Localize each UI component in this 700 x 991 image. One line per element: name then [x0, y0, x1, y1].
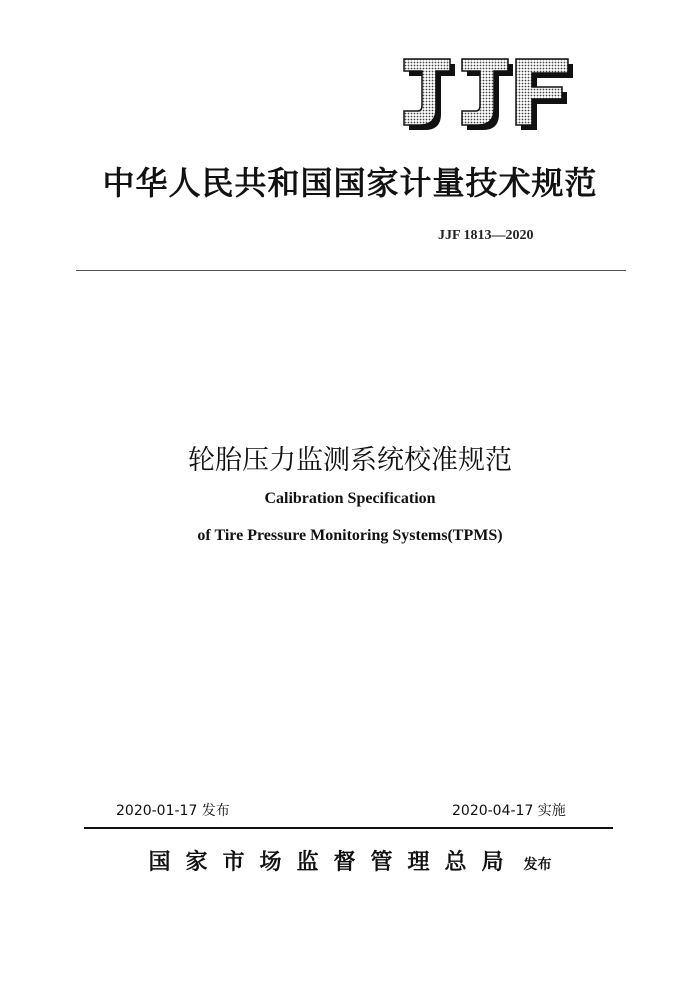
logo-face	[404, 59, 568, 125]
publisher-name: 国家市场监督管理总局	[148, 849, 519, 875]
header-divider	[76, 270, 626, 271]
publisher-line	[0, 845, 700, 876]
issue-date: 2020-01-17 发布	[116, 803, 230, 819]
standard-number: JJF 1813—2020	[438, 228, 534, 243]
jjf-logo-graphic	[398, 55, 578, 133]
footer-divider	[84, 827, 613, 829]
page-title: 中华人民共和国国家计量技术规范	[102, 164, 598, 202]
specification-title-en-line1: Calibration Specification	[264, 490, 436, 507]
specification-title-cn: 轮胎压力监测系统校准规范	[188, 445, 512, 476]
publisher-suffix: 发布	[523, 857, 552, 873]
implementation-date: 2020-04-17 实施	[452, 803, 566, 819]
jjf-logo	[398, 55, 578, 133]
specification-title-en-line2: of Tire Pressure Monitoring Systems(TPMS)	[197, 527, 503, 544]
